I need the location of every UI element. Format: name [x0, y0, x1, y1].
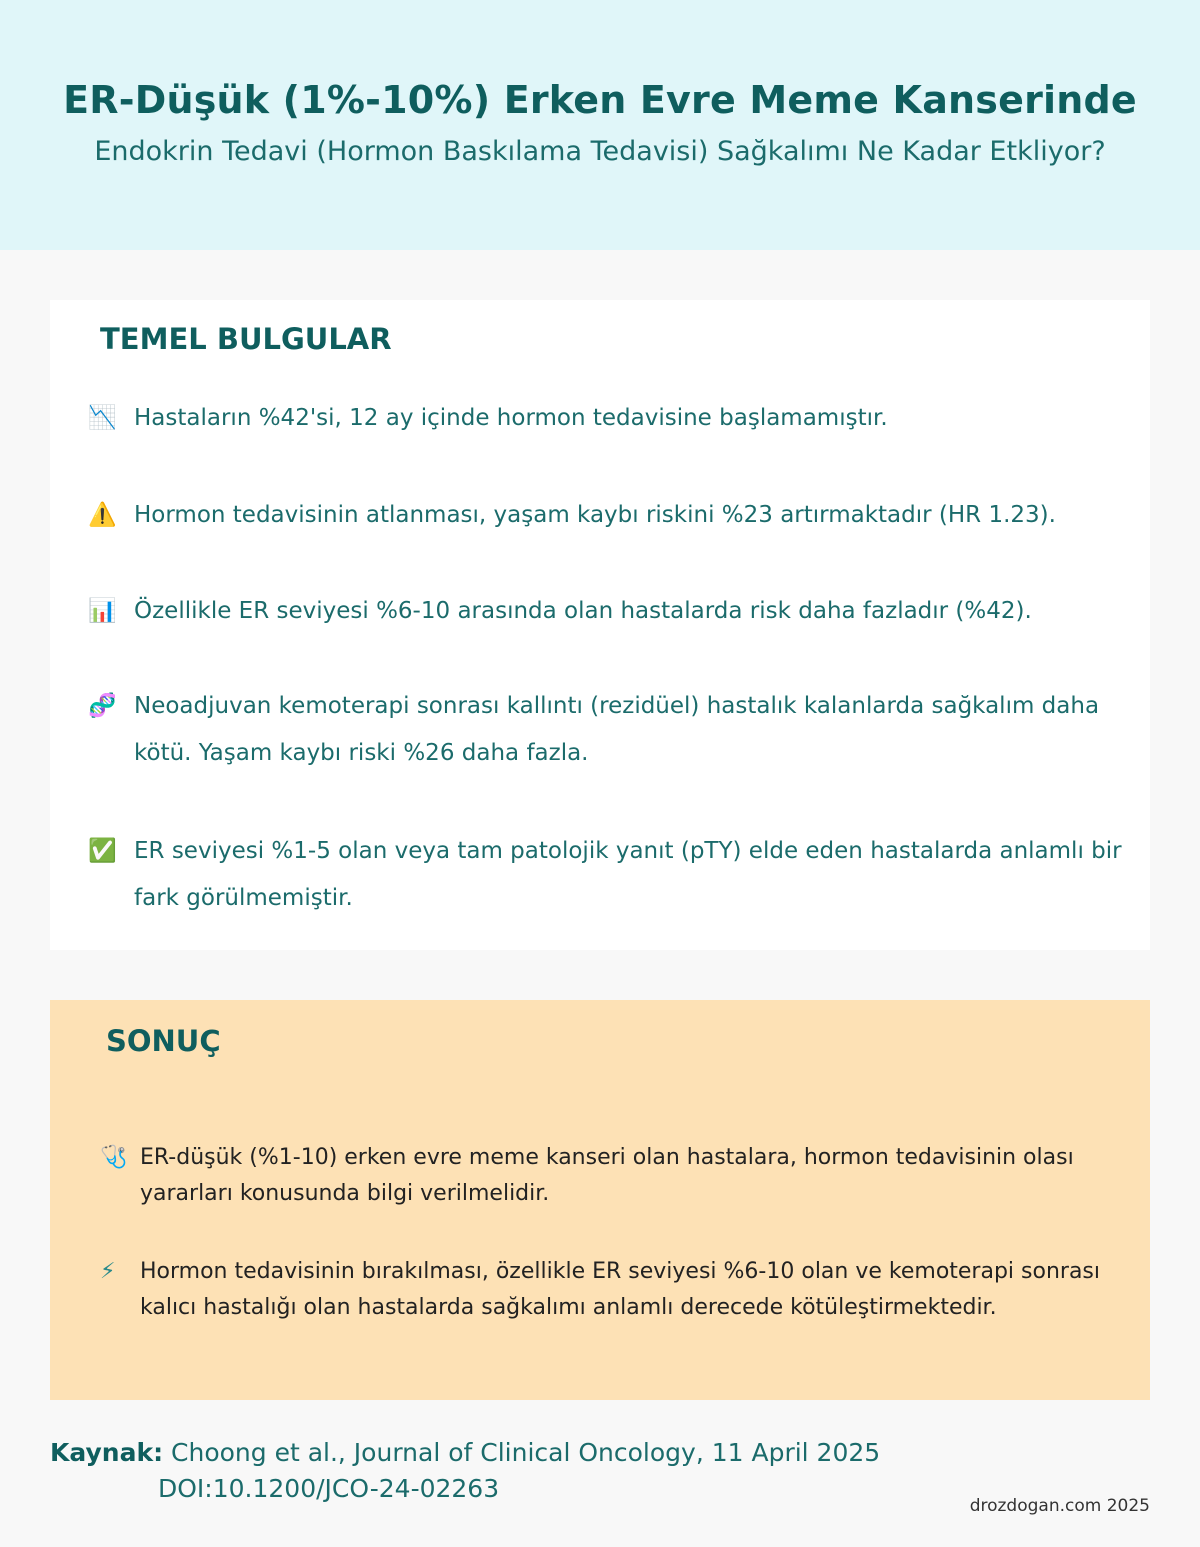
finding-text: Özellikle ER seviyesi %6-10 arasında olan hastalarda risk daha fazladır (%42).	[134, 598, 1032, 624]
source-reference: Choong et al., Journal of Clinical Oncology, 11 April 2025	[171, 1438, 881, 1467]
finding-item	[88, 395, 1128, 442]
page-title: ER-Düşük (1%-10%) Erken Evre Meme Kanserinde	[63, 78, 1137, 122]
website-footer: drozdogan.com 2025	[969, 1496, 1150, 1516]
dna-icon: 🧬	[88, 693, 117, 719]
warning-icon: ⚠️	[88, 502, 117, 528]
header-banner	[0, 0, 1200, 250]
finding-item	[88, 828, 1128, 922]
finding-text: ER seviyesi %1-5 olan veya tam patolojik yanıt (pTY) elde eden hastalarda anlamlı bir fark görülmemiştir.	[134, 838, 1122, 911]
finding-item	[88, 588, 1128, 635]
check-mark-icon: ✅	[88, 838, 117, 864]
conclusion-item	[100, 1140, 1130, 1212]
finding-item	[88, 492, 1128, 539]
conclusion-heading: SONUÇ	[106, 1024, 221, 1058]
chart-decreasing-icon: 📉	[88, 405, 117, 431]
stethoscope-icon: 🩺	[100, 1145, 128, 1170]
finding-text: Hormon tedavisinin atlanması, yaşam kaybı riskini %23 artırmaktadır (HR 1.23).	[134, 502, 1056, 528]
source-doi: DOI:10.1200/JCO-24-02263	[158, 1474, 500, 1503]
page-subtitle: Endokrin Tedavi (Hormon Baskılama Tedavisi) Sağkalımı Ne Kadar Etkliyor?	[94, 136, 1106, 167]
conclusion-item	[100, 1254, 1130, 1326]
bar-chart-icon: 📊	[88, 598, 117, 624]
lightning-icon: ⚡	[100, 1259, 116, 1284]
conclusion-text: ER-düşük (%1-10) erken evre meme kanseri olan hastalara, hormon tedavisinin olası yararları konusunda bilgi verilmelidir.	[140, 1145, 1074, 1206]
key-findings-heading: TEMEL BULGULAR	[100, 322, 392, 356]
conclusion-card	[50, 1000, 1150, 1400]
key-findings-card	[50, 300, 1150, 950]
conclusion-text: Hormon tedavisinin bırakılması, özellikle ER seviyesi %6-10 olan ve kemoterapi sonrası kalıcı hastalığı olan hastalarda sağkalımı anlamlı derecede kötüleştirmektedir.	[140, 1259, 1100, 1320]
source-citation	[50, 1435, 1050, 1503]
finding-item	[88, 683, 1128, 777]
source-label: Kaynak:	[50, 1438, 164, 1467]
finding-text: Neoadjuvan kemoterapi sonrası kallıntı (rezidüel) hastalık kalanlarda sağkalım daha kötü. Yaşam kaybı riski %26 daha fazla.	[134, 693, 1100, 766]
finding-text: Hastaların %42'si, 12 ay içinde hormon tedavisine başlamamıştır.	[134, 405, 888, 431]
